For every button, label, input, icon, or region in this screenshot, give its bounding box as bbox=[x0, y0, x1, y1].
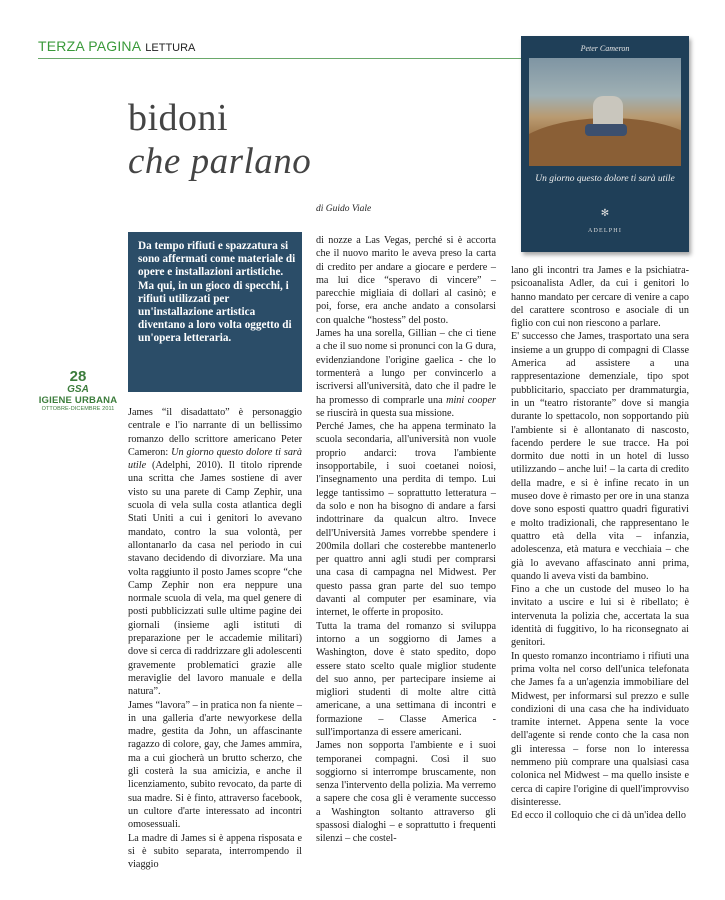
book-title: Un giorno questo dolore ti sarà utile bbox=[535, 174, 675, 184]
paragraph-text: se riuscirà in questa sua missione. bbox=[316, 407, 455, 419]
paragraph: lano gli incontri tra James e la psichiatra-psicoanalista Adler, da cui i genitori lo hanno mandato per cercare di venire a capo del carattere scontroso e asociale di un figlio con cui non riescono a parlare. bbox=[511, 265, 689, 330]
paragraph: James non sopporta l'ambiente e i suoi temporanei compagni. Così il suo soggiorno si interrompe bruscamente, non senza l'intervento della polizia. Ma verremo a sapere che cosa gli è veramente successo a Washington soltanto attraverso gli spassosi dialoghi – e soprattutto i frequenti silenzi – che costel- bbox=[316, 740, 496, 845]
paragraph: Fino a che un custode del museo lo ha invitato a uscire e lui si è ribellato; è intervenuta la polizia che, accertata la sua identità di fuggitivo, lo ha riconsegnato ai genitori. bbox=[511, 584, 689, 649]
emphasis-text: mini cooper bbox=[446, 394, 496, 406]
section-name: TERZA PAGINA bbox=[38, 38, 142, 54]
seated-figure-legs bbox=[585, 124, 627, 136]
title-line-2: che parlano bbox=[128, 141, 312, 182]
text-column-1 bbox=[128, 406, 302, 871]
book-author: Peter Cameron bbox=[580, 44, 630, 53]
text-column-2 bbox=[316, 234, 496, 846]
paragraph bbox=[128, 406, 302, 699]
text-column-3 bbox=[511, 264, 689, 822]
issue-date: OTTOBRE-DICEMBRE 2011 bbox=[41, 406, 115, 412]
byline: di Guido Viale bbox=[316, 204, 372, 214]
paragraph: E' successo che James, trasportato una sera insieme a un gruppo di compagni di Classe America ad assistere a una rappresentazione demenziale, tipo spot pubblicitario, spacciato per drammaturgia, in un “teatro ristorante” dove si mangia durante lo spettacolo, non sopportando più l'ambiente si è allontanato di nascosto, facendo perdere le sue tracce. Ha poi dormito due notti in un hotel di lusso utilizzando – anche lui! – la carta di credito della madre, e si è infine recato in un museo dove è rimasto per ore in una stanza dove sono esposti quattro quadri figurativi e molto tradizionali, che rappresentano le quattro età della vita – infanzia, adolescenza, età matura e vecchiaia – che già lo avevano affascinato anni prima, quando li aveva visti da bambino. bbox=[511, 331, 689, 582]
paragraph-text: (Adelphi, 2010). Il titolo riprende una scritta che James sostiene di aver visto su una parete di Camp Zephir, una scuola di vela sulla costa atlantica degli Stati Uniti a cui i genitori lo avevano mandato, contro la sua volontà, per allontanarlo da casa nel periodo in cui stavano decidendo di divorziare. Ma una volta raggiunto il posto James scopre “che Camp Zephir non era neppure una normale scuola di vela, ma quel genere di posti pubblicizzati sulle ultime pagine dei giornali (insieme agli istituti di preparazione per le accademie militari) dove si cerca di raddrizzare gli adolescenti gravemente problematici grazie alle meraviglie del lavoro manuale e della natura”. bbox=[128, 460, 302, 698]
section-header bbox=[38, 38, 195, 54]
title-line-1: bidoni bbox=[128, 97, 229, 139]
book-publisher: ADELPHI bbox=[587, 228, 623, 234]
magazine-logo: GSA bbox=[67, 384, 89, 395]
paragraph: Ed ecco il colloquio che ci dà un'idea dello bbox=[511, 810, 686, 822]
article-title bbox=[128, 96, 311, 184]
paragraph bbox=[316, 327, 496, 420]
paragraph-text: James ha una sorella, Gillian – che ci tiene a che il suo nome si pronunci con la G dura, evidenziandone l'origine gaelica - che lo tormenterà a lungo per convincerlo a iscriversi all'università, dato che il padre le ha promesso di comprarle una bbox=[316, 328, 496, 406]
header-rule bbox=[38, 58, 528, 59]
page-info bbox=[32, 368, 124, 413]
publisher-logo-icon: ✻ bbox=[600, 208, 610, 219]
page-number: 28 bbox=[69, 368, 87, 385]
paragraph: La madre di James si è appena risposata e si è subito separata, interrompendo il viaggio bbox=[128, 832, 302, 871]
book-cover-photo bbox=[529, 58, 681, 166]
paragraph: Tutta la trama del romanzo si sviluppa intorno a un soggiorno di James a Washington, dove è stato spedito, dopo essere stato scelto quale miglior studente del suo anno, per partecipare insieme ai migliori studenti di molte altre città americane, a una settimana di incontri e formazione – Classe America - sull'importanza di essere americani. bbox=[316, 620, 496, 738]
paragraph: In questo romanzo incontriamo i rifiuti una prima volta nel corso dell'unica telefonata che James fa a un'agenzia immobiliare del Midwest, per informarsi sul prezzo e sulle condizioni di una casa che ha individuato tramite internet. Appena sente la voce dell'agente si rende conto che la casa non gli interessa – forse non lo interessa nemmeno più comprare una qualsiasi casa colonica nel Midwest – ma quello insiste e cerca di capire l'origine di quell'improvviso disinteresse. bbox=[511, 650, 689, 808]
paragraph: Perché James, che ha appena terminato la scuola secondaria, all'università non vuole proprio andarci: trova l'ambiente insopportabile, i suoi coetanei noiosi, l'insegnamento una perdita di tempo. Lui legge tantissimo – soprattutto letteratura – da solo e non ha bisogno di andare a farsi indottrinare da qualcun altro. Invece dell'Università James vorrebbe spendere i 200mila dollari che costerebbe mantenerlo per quattro anni agli studi per comprarsi una casa di campagna nel Midwest. Per questo passa gran parte del suo tempo davanti al computer per esaminare, via internet, le offerte in proposito. bbox=[316, 421, 496, 619]
section-subtitle: LETTURA bbox=[145, 42, 196, 54]
paragraph-text: James “il disadattato” è personaggio centrale e l'io narrante di un bellissimo romanzo dello scrittore americano Peter Cameron: bbox=[128, 407, 302, 458]
book-title-inline: Un giorno questo dolore ti sarà utile bbox=[128, 446, 302, 472]
magazine-name: IGIENE URBANA bbox=[38, 395, 118, 406]
pull-quote-text: Da tempo rifiuti e spazzatura si sono affermati come materiale di opere e installazioni artistiche. Ma qui, in un gioco di specchi, i rifiuti utilizzati per un'installazione artistica diventano a loro volta oggetto di un'opera letteraria. bbox=[138, 240, 296, 345]
paragraph: James “lavora” – in pratica non fa niente – in una galleria d'arte newyorkese della madre, gestita da John, un affascinante ragazzo di colore, gay, che James ammira, ma a cui giocherà un brutto scherzo, che gli costerà la sua amicizia, e anche il licenziamento, subito revocato, da parte di sua madre. Si è finto, attraverso facebook, un cultore d'arte interessato ad incontri omosessuali. bbox=[128, 699, 302, 831]
pull-quote-box bbox=[128, 232, 302, 392]
book-cover bbox=[521, 36, 689, 252]
paragraph: di nozze a Las Vegas, perché si è accorta che il nuovo marito le aveva preso la carta di credito per andare a giocare e perdere – ma lui dice “speravo di vincere” – parecchie migliaia di dollari al casinò; e poi, forse, era anche andato a consolarsi con qualche “hostess” del posto. bbox=[316, 235, 496, 326]
